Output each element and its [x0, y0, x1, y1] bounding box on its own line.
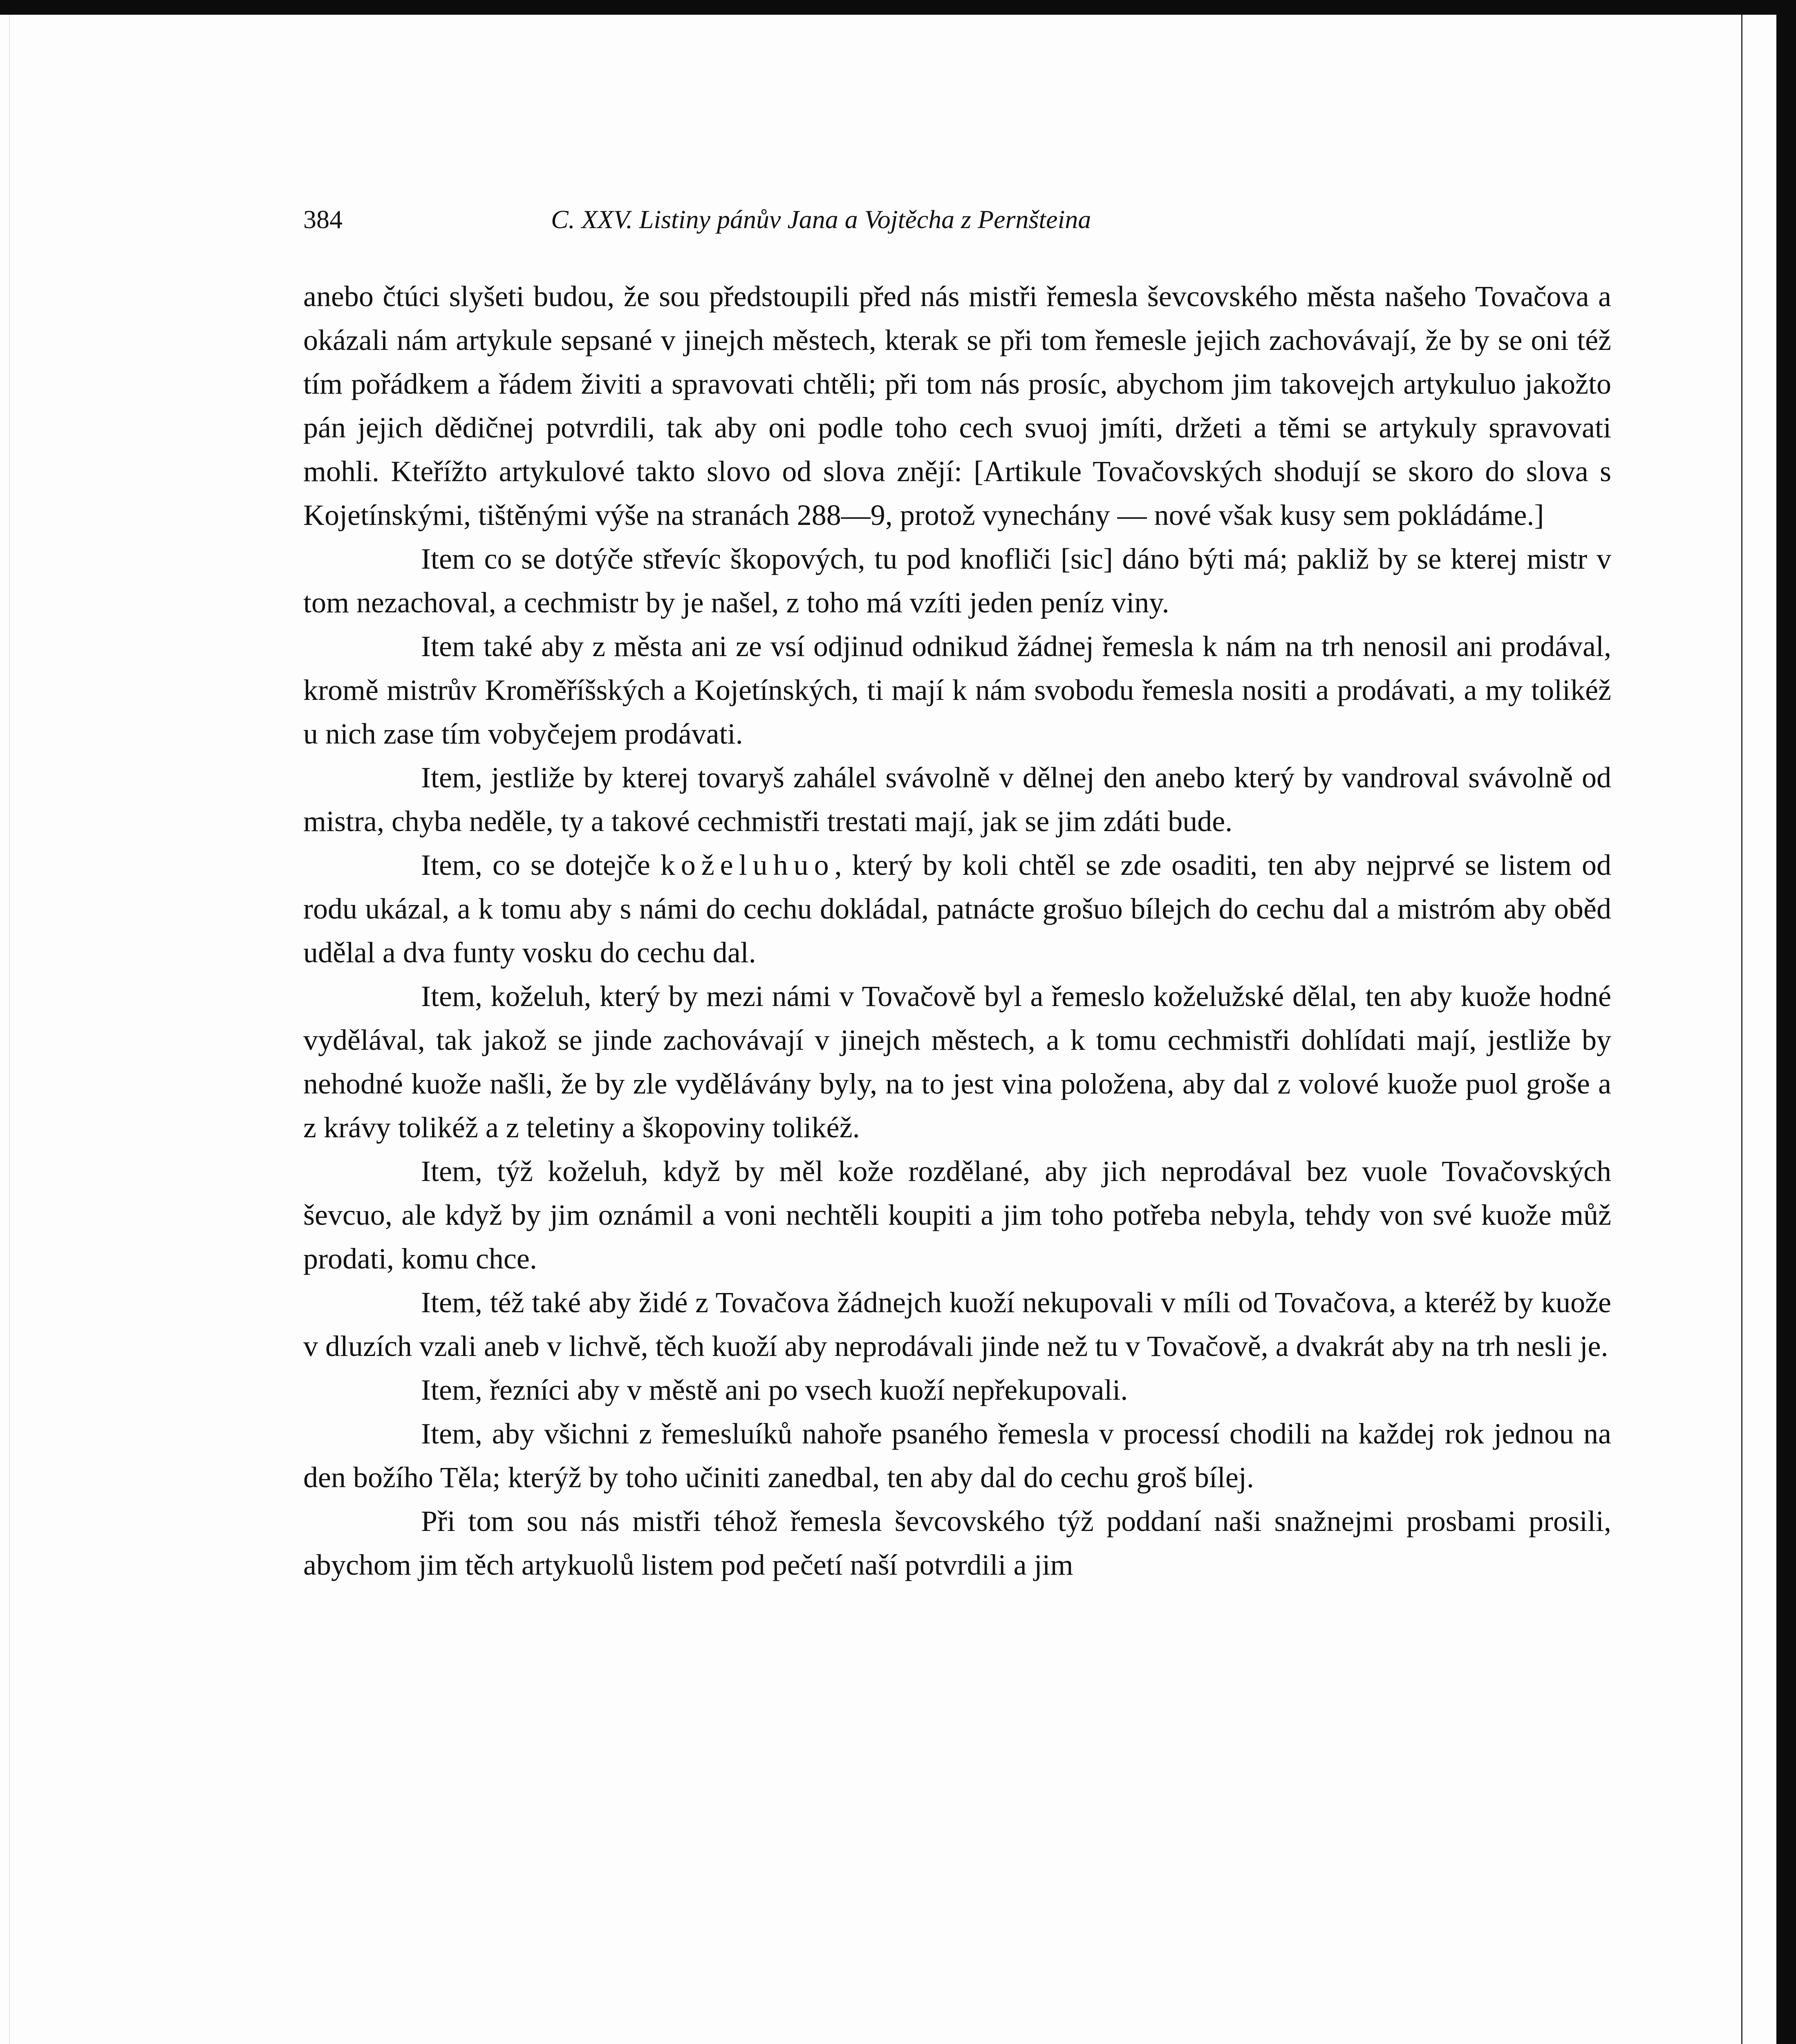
paragraph-6: Item, týž koželuh, když by měl kože rozdělané, aby jich neprodával bez vuole Tovačovských ševcuo, ale když by jim oznámil a voni nechtěli koupiti a jim toho potřeba nebyla, tehdy von své kuože můž prodati, komu chce. — [303, 1155, 1611, 1275]
page-edge-left — [9, 15, 10, 2044]
paragraph-8: Item, řezníci aby v městě ani po vsech kuoží nepřekupovali. — [421, 1374, 1128, 1406]
paragraph-9: Item, aby všichni z řemesluíků nahoře psaného řemesla v processí chodili na každej rok jednou na den božího Těla; kterýž by toho učiniti zanedbal, ten aby dal do cechu groš bílej. — [303, 1417, 1611, 1494]
paragraph-7: Item, též také aby židé z Tovačova žádnejch kuoží nekupovali v míli od Tovačova, a kteréž by kuože v dluzích vzali aneb v lichvě, těch kuoží aby neprodávali jinde než tu v Tovačově, a dvakrát aby na trh nesli je. — [303, 1286, 1611, 1363]
paragraph-4-rest: , který by koli chtěl se zde osaditi, ten aby nejprvé se listem od rodu ukázal, a k tomu aby s námi do cechu dokládal, patnácte grošuo bílejch do cechu dal a mistróm aby oběd udělal a dva funty vosku do cechu dal. — [303, 849, 1611, 969]
body-text — [303, 275, 1611, 1587]
paragraph-4-spaced-term: koželuhuo — [660, 849, 835, 881]
running-title: C. XXV. Listiny pánův Jana a Vojtěcha z Pernšteina — [551, 205, 1091, 234]
page-edge-right — [1741, 15, 1742, 2044]
paragraph-2: Item také aby z města ani ze vsí odjinud odnikud žádnej řemesla k nám na trh nenosil ani prodával, kromě mistrův Kroměříšských a Kojetínských, ti mají k nám svobodu řemesla nositi a prodávati, a my tolikéž u nich zase tím vobyčejem prodávati. — [303, 630, 1611, 750]
scan-border-right — [1776, 0, 1796, 2044]
paragraph-4-lead: Item, co se dotejče — [421, 849, 661, 881]
paragraph-4 — [303, 843, 1611, 975]
paragraph-0: anebo čtúci slyšeti budou, že sou předstoupili před nás mistři řemesla ševcovského města našeho Tovačova a okázali nám artykule sepsané v jinejch městech, kterak se při tom řemesle jejich zachovávají, že by se oni též tím pořádkem a řádem živiti a spravovati chtěli; při tom nás prosíc, abychom jim takovejch artykuluo jakožto pán jejich dědičnej potvrdili, tak aby oni podle toho cech svuoj jmíti, držeti a těmi se artykuly spravovati mohli. Kteřížto artykulové takto slovo od slova znějí: [Artikule Tovačovských shodují se skoro do slova s Kojetínskými, tištěnými výše na stranách 288—9, protož vynechány — nové však kusy sem pokládáme.] — [303, 280, 1611, 531]
paragraph-10: Při tom sou nás mistři téhož řemesla ševcovského týž poddaní naši snažnejmi prosbami prosili, abychom jim těch artykuolů listem pod pečetí naší potvrdili a jim — [303, 1505, 1611, 1581]
page-header — [303, 204, 1431, 241]
scan-border-top — [0, 0, 1796, 15]
paragraph-3: Item, jestliže by kterej tovaryš zahálel svávolně v dělnej den anebo který by vandroval svávolně od mistra, chyba neděle, ty a takové cechmistři trestati mají, jak se jim zdáti bude. — [303, 761, 1611, 838]
paragraph-1: Item co se dotýče střevíc škopových, tu pod knofliči [sic] dáno býti má; pakliž by se kterej mistr v tom nezachoval, a cechmistr by je našel, z toho má vzíti jeden peníz viny. — [303, 542, 1611, 619]
paragraph-5: Item, koželuh, který by mezi námi v Tovačově byl a řemeslo koželužské dělal, ten aby kuože hodné vydělával, tak jakož se jinde zachovávají v jinejch městech, a k tomu cechmistři dohlídati mají, jestliže by nehodné kuože našli, že by zle vydělávány byly, na to jest vina položena, aby dal z volové kuože puol groše a z krávy tolikéž a z teletiny a škopoviny tolikéž. — [303, 980, 1611, 1144]
page-number: 384 — [303, 205, 343, 234]
